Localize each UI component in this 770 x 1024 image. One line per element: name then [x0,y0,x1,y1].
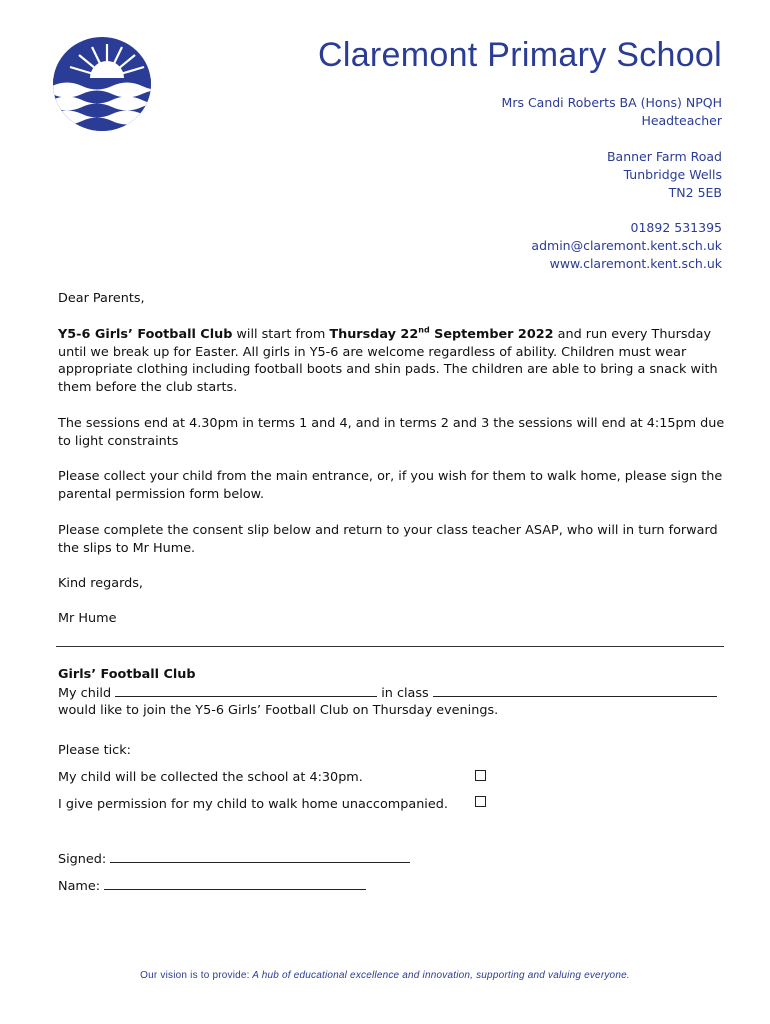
signed-label: Signed: [58,852,107,867]
walk-home-checkbox[interactable] [475,796,486,807]
option-walk-label: I give permission for my child to walk home unaccompanied. [58,797,448,812]
address-line: TN2 5EB [668,185,722,200]
letter-paragraph-2: The sessions end at 4.30pm in terms 1 and 4, and in terms 2 and 3 the sessions will end at 4:15pm due to light constraints [58,416,725,449]
headteacher-name: Mrs Candi Roberts BA (Hons) NPQH [501,95,722,110]
address-line: Banner Farm Road [606,149,722,164]
class-field[interactable] [433,684,717,697]
club-name: Y5-6 Girls’ Football Club [58,327,233,342]
school-name: Claremont Primary School [318,36,722,74]
vision-statement [0,970,770,981]
letter-closing: Kind regards, [58,576,143,591]
child-name-row [58,684,717,703]
start-date: Thursday 22nd September 2022 [329,325,554,342]
signed-row [58,850,410,869]
letter-paragraph-1: Y5-6 Girls’ Football Club will start from Thursday 22nd September 2022 and run every Thursday until we break up for Easter. All girls in Y5-6 are welcome regardless of ability. Children must wear appropriate clothing including football boots and shin pads. The children are able to bring a snack with them before the club starts. [58,325,718,395]
name-label: Name: [58,879,101,894]
option-collected-label: My child will be collected the school at 4:30pm. [58,770,363,785]
in-class-label: in class [381,686,429,701]
parent-name-field[interactable] [104,877,366,890]
letter-salutation: Dear Parents, [58,291,145,306]
website-link[interactable]: www.claremont.kent.sch.uk [549,256,722,271]
collected-checkbox[interactable] [475,770,486,781]
tick-label: Please tick: [58,743,131,758]
email-link[interactable]: admin@claremont.kent.sch.uk [531,238,722,253]
address-line: Tunbridge Wells [623,167,722,182]
vision-text: A hub of educational excellence and innovation, supporting and valuing everyone. [249,970,630,981]
divider-line [56,646,724,647]
name-row [58,877,366,896]
vision-lead: Our vision is to provide: [140,970,250,981]
letter-signature: Mr Hume [58,611,117,626]
join-text: would like to join the Y5-6 Girls’ Football Club on Thursday evenings. [58,703,499,718]
headteacher-block [502,94,722,130]
contact-block [531,219,722,273]
letter-paragraph-4: Please complete the consent slip below and return to your class teacher ASAP, who will in turn forward the slips to Mr Hume. [58,523,718,556]
school-logo-icon [52,36,152,132]
signature-field[interactable] [110,850,410,863]
address-block [607,148,722,202]
phone-number: 01892 531395 [630,220,722,235]
my-child-label: My child [58,686,112,701]
child-name-field[interactable] [115,684,377,697]
letter-paragraph-3: Please collect your child from the main entrance, or, if you wish for them to walk home, please sign the parental permission form below. [58,469,723,502]
form-title: Girls’ Football Club [58,667,196,682]
headteacher-title: Headteacher [641,113,722,128]
